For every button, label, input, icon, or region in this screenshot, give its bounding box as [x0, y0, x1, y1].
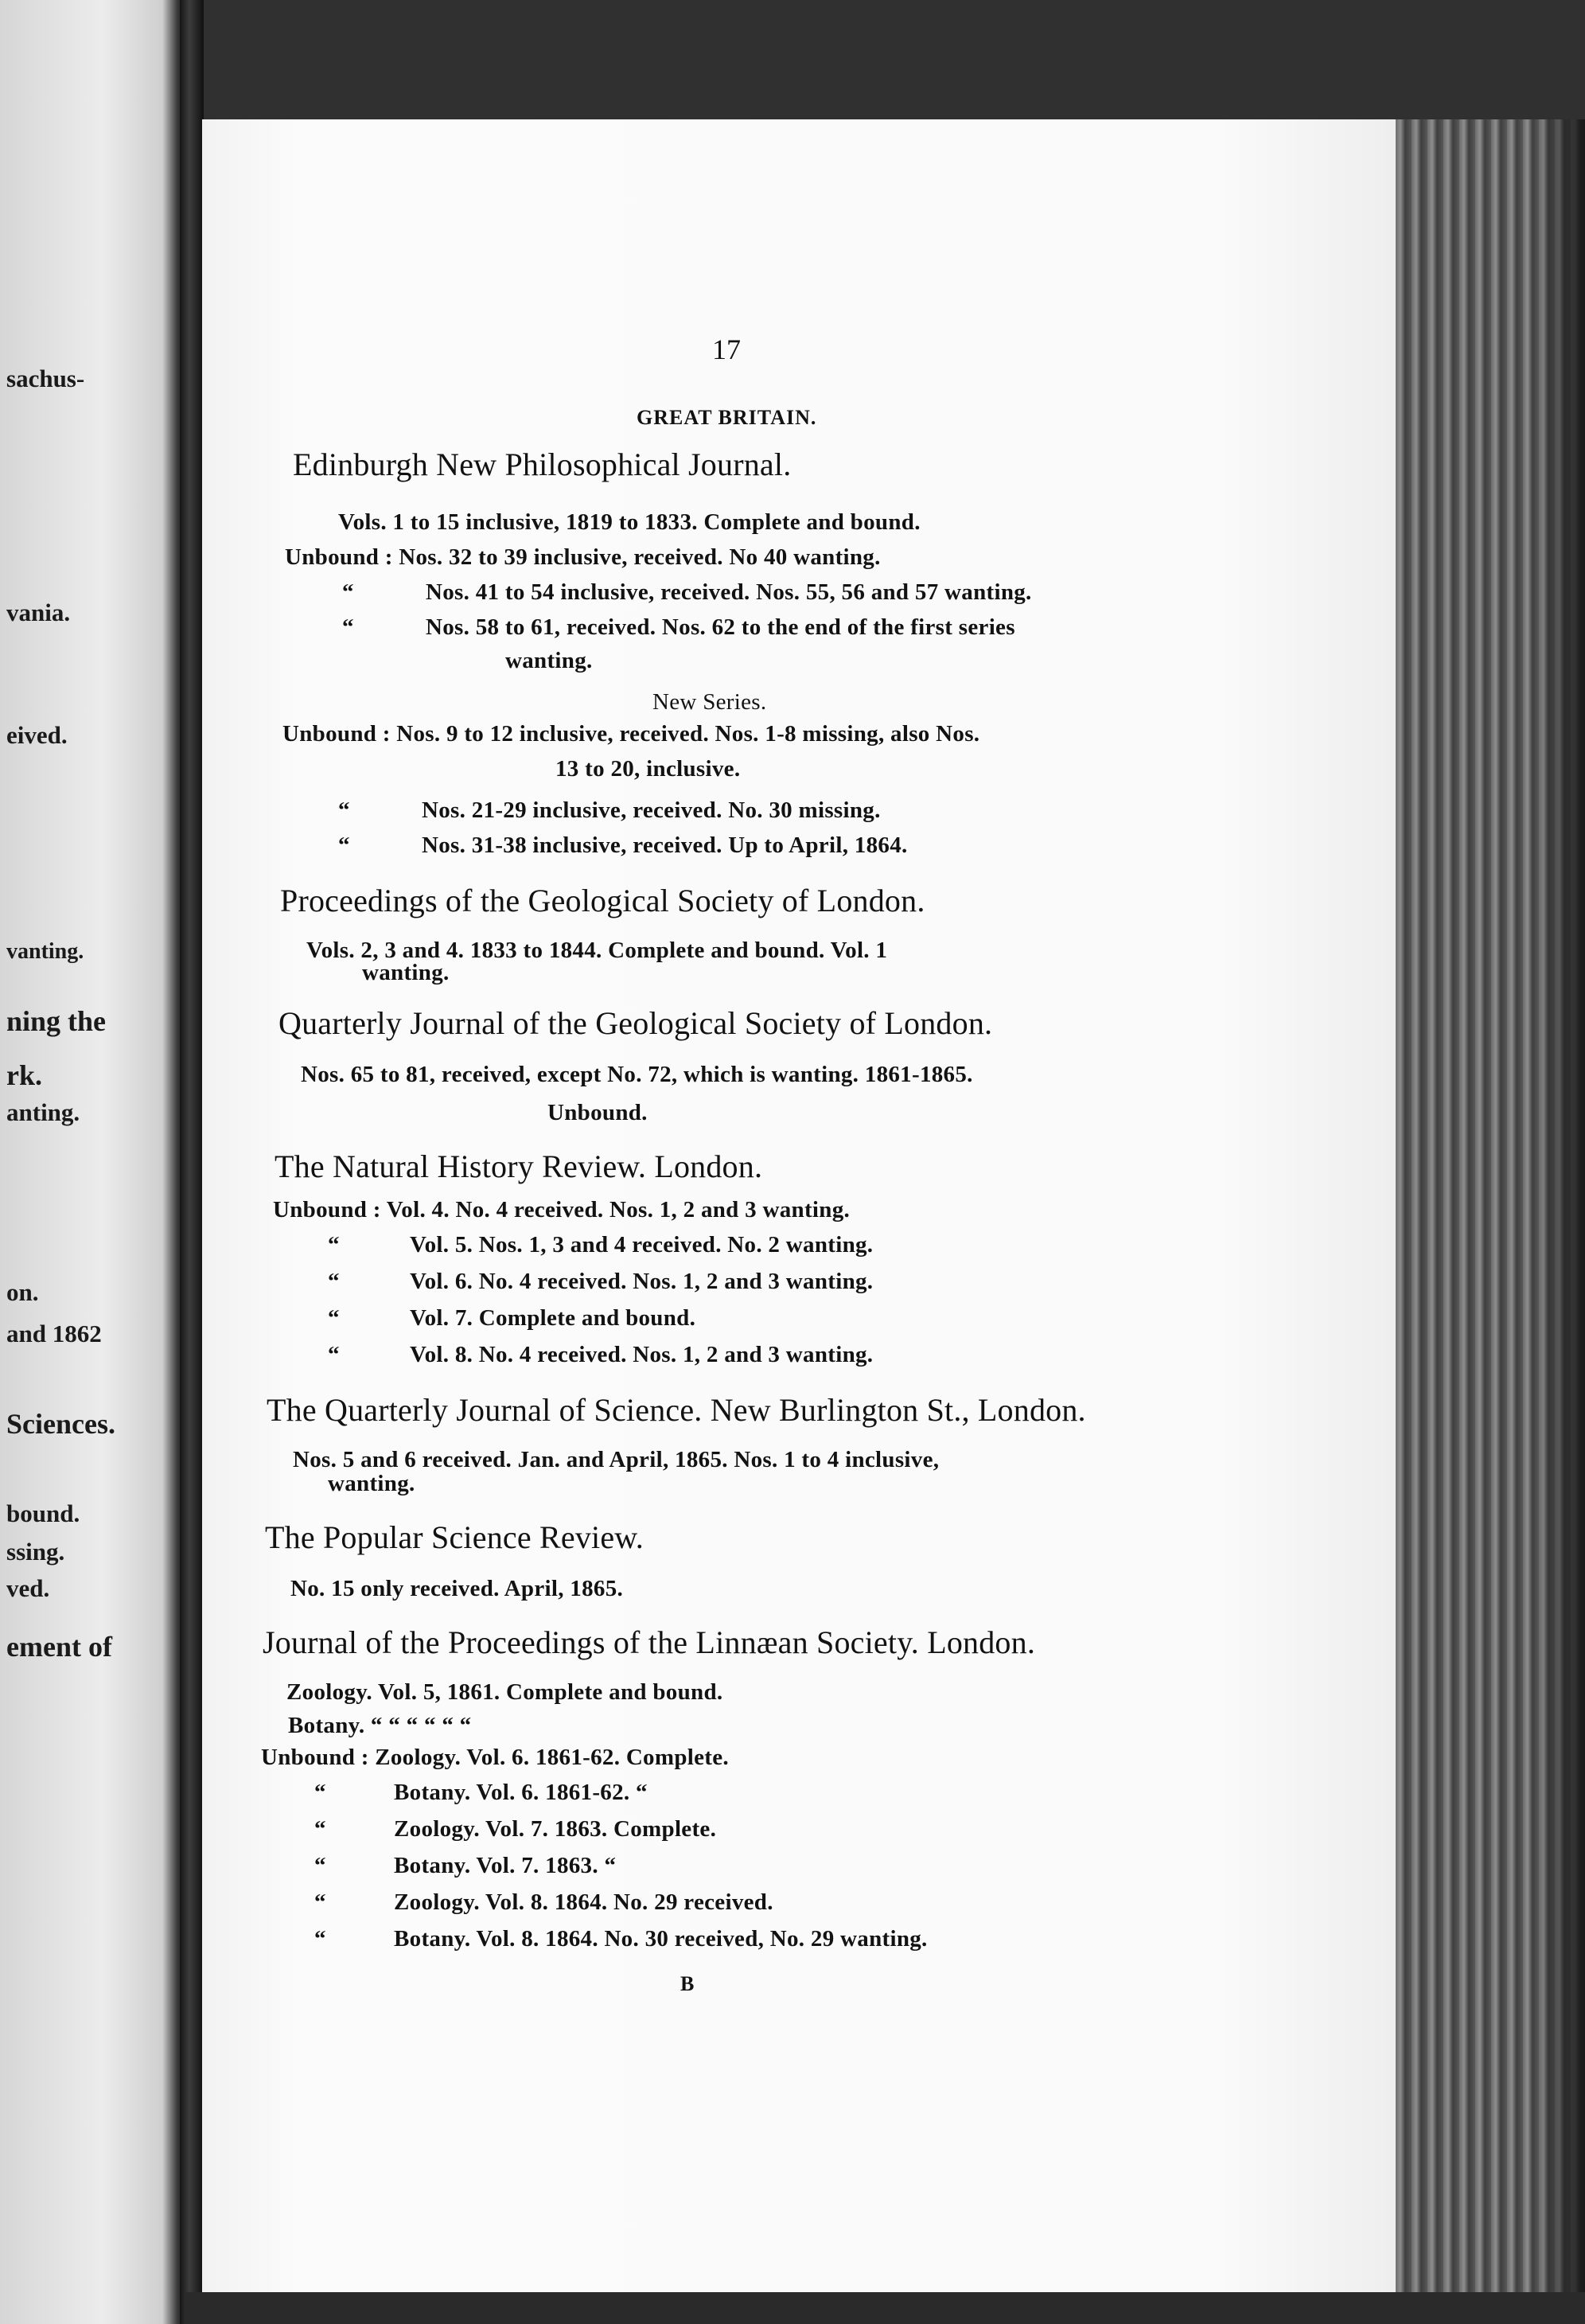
entry-line: Vol. 5. Nos. 1, 3 and 4 received. No. 2 wanting.	[410, 1232, 874, 1258]
journal-title: Quarterly Journal of the Geological Society of London.	[278, 1005, 993, 1041]
journal-title: Proceedings of the Geological Society of London.	[280, 883, 925, 918]
left-page-fragment: anting.	[6, 1098, 80, 1126]
left-page-fragment: ement of	[6, 1631, 112, 1663]
entry-line: Unbound.	[547, 1100, 648, 1125]
entry-line: Unbound : Nos. 9 to 12 inclusive, received. Nos. 1-8 missing, also Nos.	[282, 721, 980, 747]
book-gutter	[180, 0, 204, 2324]
entry-line: Unbound : Nos. 32 to 39 inclusive, received. No 40 wanting.	[285, 544, 881, 570]
page-edges	[1396, 119, 1585, 2292]
entry-line: Nos. 41 to 54 inclusive, received. Nos. 55, 56 and 57 wanting.	[426, 579, 1032, 605]
entry-line: wanting.	[505, 648, 593, 673]
left-page-fragment: on.	[6, 1278, 39, 1306]
ditto-mark: “	[328, 1269, 340, 1294]
scanner-background-bottom	[185, 2292, 1585, 2324]
left-page-fragment: Sciences.	[6, 1408, 115, 1440]
page-number: 17	[712, 333, 741, 365]
entry-line: Vol. 7. Complete and bound.	[410, 1305, 696, 1331]
entry-line: Nos. 58 to 61, received. Nos. 62 to the end of the first series	[426, 614, 1015, 640]
left-page-fragment: and 1862	[6, 1320, 102, 1347]
ditto-mark: “	[314, 1816, 326, 1842]
signature-mark: B	[680, 1972, 695, 1995]
left-page-fragment: vanting.	[6, 939, 84, 964]
ditto-mark: “	[314, 1926, 326, 1952]
entry-line: wanting.	[362, 960, 450, 985]
entry-line: Vols. 1 to 15 inclusive, 1819 to 1833. Complete and bound.	[338, 509, 921, 535]
left-page-fragment: sachus-	[6, 365, 85, 392]
left-page-fragment: ved.	[6, 1574, 50, 1602]
entry-line: Botany. “ “ “ “ “ “	[288, 1713, 472, 1738]
journal-title: The Natural History Review. London.	[275, 1148, 763, 1184]
ditto-mark: “	[328, 1305, 340, 1331]
entry-line: Unbound : Vol. 4. No. 4 received. Nos. 1, 2 and 3 wanting.	[273, 1197, 851, 1222]
entry-line: Botany. Vol. 7. 1863. “	[394, 1853, 617, 1878]
left-page-fragment: eived.	[6, 721, 68, 749]
entry-line: Botany. Vol. 8. 1864. No. 30 received, No. 29 wanting.	[394, 1926, 928, 1952]
journal-title: Edinburgh New Philosophical Journal.	[293, 446, 792, 482]
entry-line: Vol. 6. No. 4 received. Nos. 1, 2 and 3 wanting.	[410, 1269, 874, 1294]
entry-line: Nos. 5 and 6 received. Jan. and April, 1865. Nos. 1 to 4 inclusive,	[293, 1447, 940, 1472]
journal-title: Journal of the Proceedings of the Linnæan Society. London.	[263, 1624, 1036, 1660]
ditto-mark: “	[328, 1342, 340, 1367]
ditto-mark: “	[342, 614, 354, 640]
entry-line: Botany. Vol. 6. 1861-62. “	[394, 1780, 648, 1805]
entry-line: wanting.	[328, 1471, 415, 1496]
ditto-mark: “	[338, 797, 350, 823]
section-heading: GREAT BRITAIN.	[637, 406, 817, 429]
left-page-fragment: rk.	[6, 1059, 42, 1091]
ditto-mark: “	[328, 1232, 340, 1258]
entry-line: Unbound : Zoology. Vol. 6. 1861-62. Complete.	[261, 1745, 729, 1770]
entry-line: Vol. 8. No. 4 received. Nos. 1, 2 and 3 wanting.	[410, 1342, 874, 1367]
new-series-label: New Series.	[652, 689, 767, 715]
left-page-fragment: ssing.	[6, 1538, 65, 1566]
ditto-mark: “	[342, 579, 354, 605]
ditto-mark: “	[338, 833, 350, 858]
ditto-mark: “	[314, 1780, 326, 1805]
entry-line: Zoology. Vol. 7. 1863. Complete.	[394, 1816, 717, 1842]
scanner-background-top	[185, 0, 1585, 119]
entry-line: Zoology. Vol. 8. 1864. No. 29 received.	[394, 1889, 773, 1915]
entry-line: Zoology. Vol. 5, 1861. Complete and bound.	[286, 1679, 723, 1705]
entry-line: Nos. 31-38 inclusive, received. Up to April, 1864.	[422, 833, 908, 858]
left-page-fragment: ning the	[6, 1005, 107, 1037]
journal-title: The Popular Science Review.	[265, 1519, 644, 1555]
ditto-mark: “	[314, 1853, 326, 1878]
entry-line: No. 15 only received. April, 1865.	[290, 1576, 624, 1601]
entry-line: Vols. 2, 3 and 4. 1833 to 1844. Complete and bound. Vol. 1	[306, 938, 888, 963]
ditto-mark: “	[314, 1889, 326, 1915]
left-page-fragment: bound.	[6, 1499, 80, 1527]
entry-line: 13 to 20, inclusive.	[555, 756, 741, 782]
entry-line: Nos. 65 to 81, received, except No. 72, which is wanting. 1861-1865.	[301, 1062, 973, 1087]
journal-title: The Quarterly Journal of Science. New Burlington St., London.	[267, 1392, 1086, 1428]
left-facing-page	[0, 0, 185, 2324]
entry-line: Nos. 21-29 inclusive, received. No. 30 missing.	[422, 797, 881, 823]
left-page-fragment: vania.	[6, 599, 71, 626]
